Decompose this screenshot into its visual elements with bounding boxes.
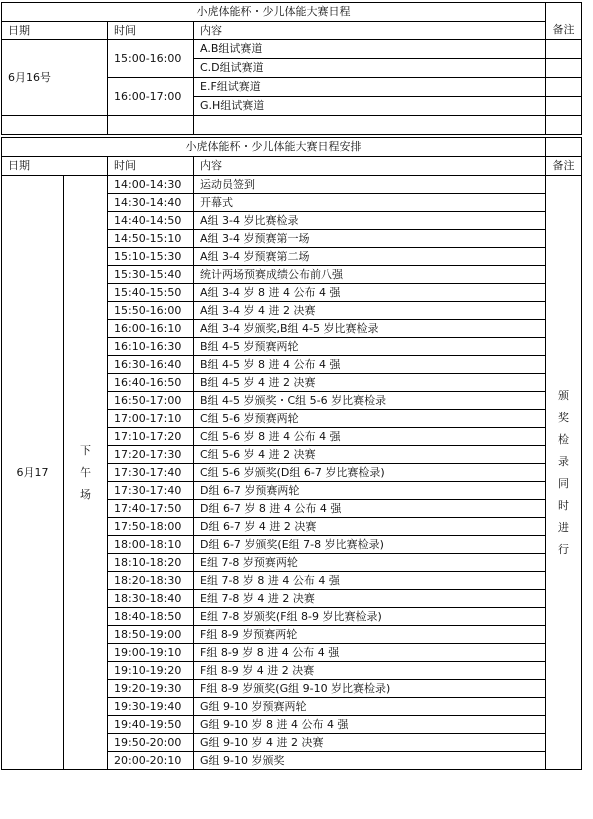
schedule-table-day2 [1,137,582,770]
row-time: 18:30-18:40 [108,590,194,608]
row-time: 17:20-17:30 [108,446,194,464]
row-content: D组 6-7 岁 8 进 4 公布 4 强 [194,500,546,518]
row-content: B组 4-5 岁预赛两轮 [194,338,546,356]
table1-slot2-item1: E.F组试赛道 [194,78,546,97]
row-content: F组 8-9 岁 4 进 2 决赛 [194,662,546,680]
row-content: B组 4-5 岁 4 进 2 决赛 [194,374,546,392]
row-content: F组 8-9 岁预赛两轮 [194,626,546,644]
row-time: 17:00-17:10 [108,410,194,428]
table1-empty-cell [108,116,194,135]
row-time: 18:50-19:00 [108,626,194,644]
row-time: 15:10-15:30 [108,248,194,266]
row-content: D组 6-7 岁 4 进 2 决赛 [194,518,546,536]
row-time: 19:10-19:20 [108,662,194,680]
table2-remark-cell [546,176,582,770]
row-content: A组 3-4 岁比赛检录 [194,212,546,230]
row-time: 15:30-15:40 [108,266,194,284]
row-content: 运动员签到 [194,176,546,194]
row-time: 14:40-14:50 [108,212,194,230]
row-content: E组 7-8 岁预赛两轮 [194,554,546,572]
row-content: B组 4-5 岁颁奖・C组 5-6 岁比赛检录 [194,392,546,410]
row-content: A组 3-4 岁 8 进 4 公布 4 强 [194,284,546,302]
row-time: 15:40-15:50 [108,284,194,302]
row-content: C组 5-6 岁 4 进 2 决赛 [194,446,546,464]
row-time: 20:00-20:10 [108,752,194,770]
table1-empty-cell [2,116,108,135]
table1-slot1-item1: A.B组试赛道 [194,40,546,59]
row-time: 18:20-18:30 [108,572,194,590]
row-content: E组 7-8 岁颁奖(F组 8-9 岁比赛检录) [194,608,546,626]
row-content: C组 5-6 岁预赛两轮 [194,410,546,428]
schedule-table-day1 [1,2,582,135]
table2-period-cell [64,176,108,770]
row-content: C组 5-6 岁 8 进 4 公布 4 强 [194,428,546,446]
table2-period: 下午场 [80,443,91,501]
row-content: A组 3-4 岁 4 进 2 决赛 [194,302,546,320]
table2-title: 小虎体能杯・少儿体能大赛日程安排 [2,138,546,157]
row-time: 19:40-19:50 [108,716,194,734]
row-time: 16:50-17:00 [108,392,194,410]
table2-body [2,176,582,770]
row-time: 17:40-17:50 [108,500,194,518]
row-time: 19:00-19:10 [108,644,194,662]
row-content: C组 5-6 岁颁奖(D组 6-7 岁比赛检录) [194,464,546,482]
table1-slot1-item2: C.D组试赛道 [194,59,546,78]
table2-date: 6月17 [2,176,64,770]
row-content: A组 3-4 岁颁奖,B组 4-5 岁比赛检录 [194,320,546,338]
row-content: G组 9-10 岁预赛两轮 [194,698,546,716]
table1-remark-cell [546,97,582,116]
row-time: 18:40-18:50 [108,608,194,626]
row-content: 统计两场预赛成绩公布前八强 [194,266,546,284]
row-time: 16:00-16:10 [108,320,194,338]
table1-remark-cell [546,78,582,97]
row-time: 14:50-15:10 [108,230,194,248]
row-content: A组 3-4 岁预赛第一场 [194,230,546,248]
table1-empty-cell [546,116,582,135]
row-content: E组 7-8 岁 8 进 4 公布 4 强 [194,572,546,590]
row-content: D组 6-7 岁颁奖(E组 7-8 岁比赛检录) [194,536,546,554]
row-content: 开幕式 [194,194,546,212]
row-content: D组 6-7 岁预赛两轮 [194,482,546,500]
row-time: 17:30-17:40 [108,482,194,500]
row-content: F组 8-9 岁颁奖(G组 9-10 岁比赛检录) [194,680,546,698]
row-time: 15:50-16:00 [108,302,194,320]
table2-remark: 颁奖检录同时进行 [558,388,569,556]
row-content: A组 3-4 岁预赛第二场 [194,248,546,266]
row-content: F组 8-9 岁 8 进 4 公布 4 强 [194,644,546,662]
row-time: 17:50-18:00 [108,518,194,536]
table1-slot1-time: 15:00-16:00 [108,40,194,78]
row-time: 16:10-16:30 [108,338,194,356]
table1-remark-header: 备注 [546,3,582,40]
table2-title-remark-cell [546,138,582,157]
table1-slot2-item2: G.H组试赛道 [194,97,546,116]
table1-remark-cell [546,40,582,59]
table-row [2,176,582,194]
table1-title: 小虎体能杯・少儿体能大赛日程 [2,3,546,22]
row-content: G组 9-10 岁 8 进 4 公布 4 强 [194,716,546,734]
row-time: 19:20-19:30 [108,680,194,698]
row-content: G组 9-10 岁 4 进 2 决赛 [194,734,546,752]
row-time: 19:30-19:40 [108,698,194,716]
row-time: 16:30-16:40 [108,356,194,374]
table1-content-header: 内容 [194,22,546,40]
row-time: 16:40-16:50 [108,374,194,392]
table2-remark-header: 备注 [546,157,582,176]
row-content: E组 7-8 岁 4 进 2 决赛 [194,590,546,608]
row-time: 18:10-18:20 [108,554,194,572]
table1-remark-cell [546,59,582,78]
row-content: G组 9-10 岁颁奖 [194,752,546,770]
table1-date: 6月16号 [2,40,108,116]
table2-date-header: 日期 [2,157,108,176]
row-time: 18:00-18:10 [108,536,194,554]
row-time: 19:50-20:00 [108,734,194,752]
table1-time-header: 时间 [108,22,194,40]
row-time: 17:10-17:20 [108,428,194,446]
table2-content-header: 内容 [194,157,546,176]
table1-date-header: 日期 [2,22,108,40]
row-time: 14:30-14:40 [108,194,194,212]
row-time: 17:30-17:40 [108,464,194,482]
table2-time-header: 时间 [108,157,194,176]
table1-empty-cell [194,116,546,135]
table1-slot2-time: 16:00-17:00 [108,78,194,116]
row-time: 14:00-14:30 [108,176,194,194]
row-content: B组 4-5 岁 8 进 4 公布 4 强 [194,356,546,374]
